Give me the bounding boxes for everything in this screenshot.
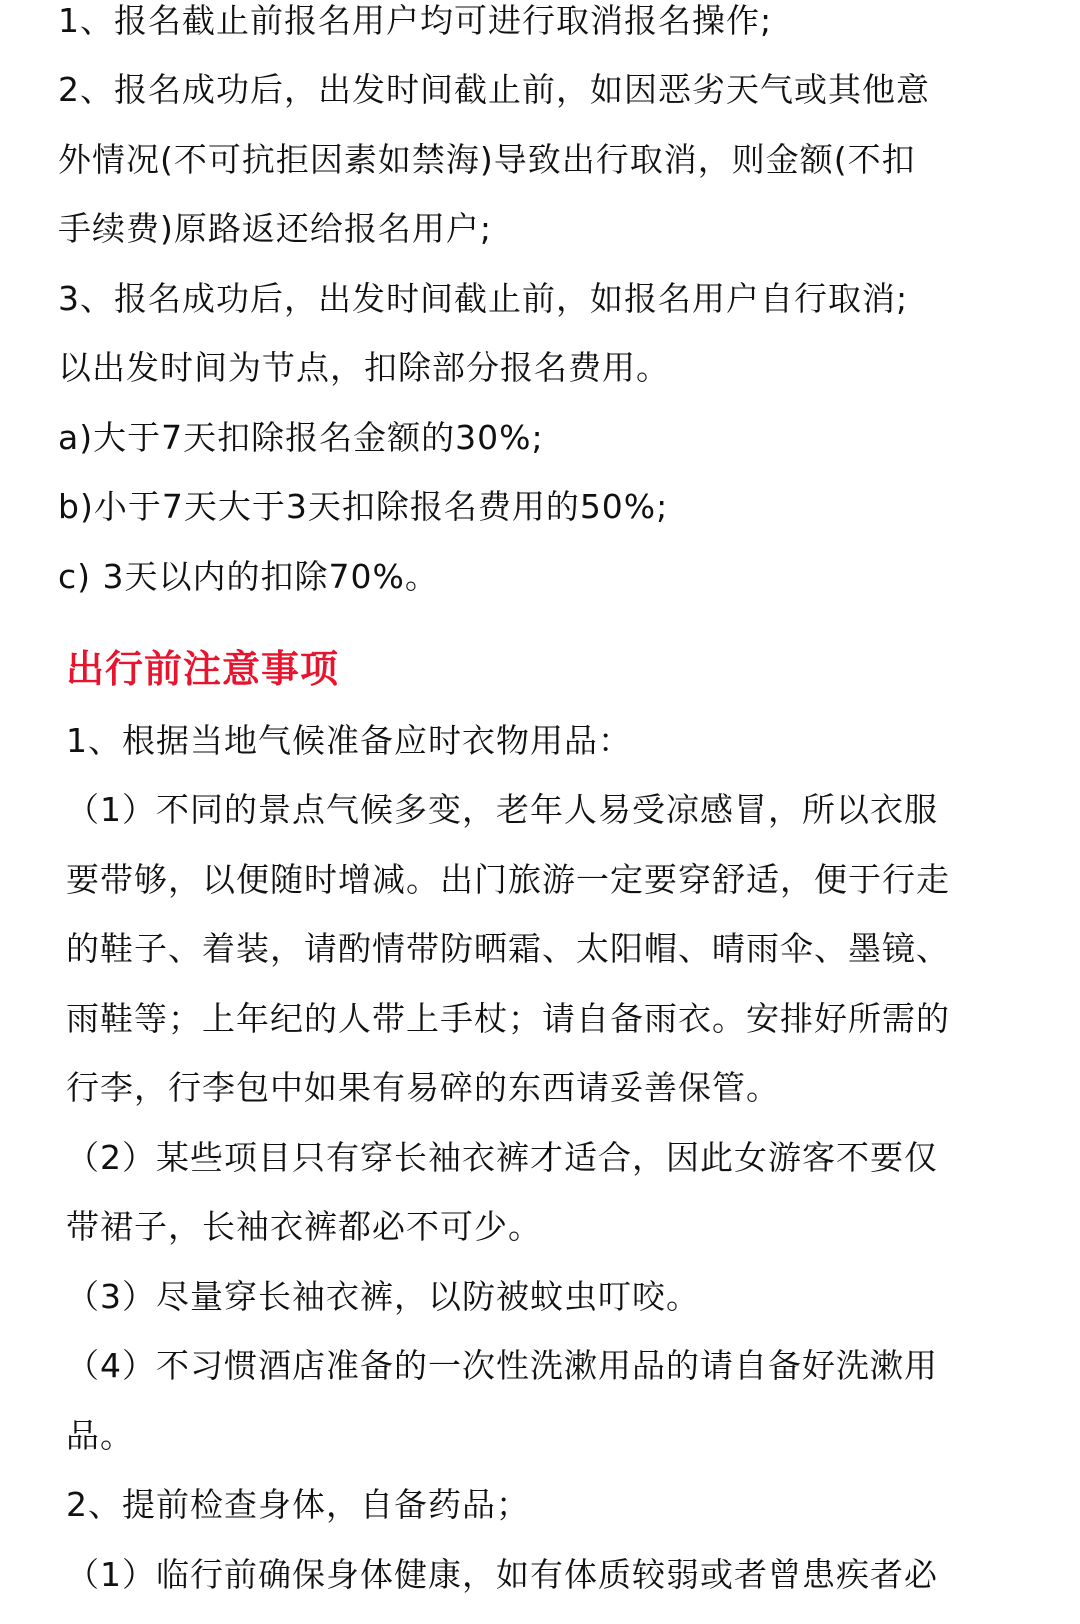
cancel-line-1: 1、报名截止前报名用户均可进行取消报名操作; [58, 1, 773, 40]
cancel-line-5: 3、报名成功后，出发时间截止前，如报名用户自行取消; [58, 279, 909, 318]
precaution-line-10: （4）不习惯酒店准备的一次性洗漱用品的请自备好洗漱用 [66, 1346, 938, 1385]
cancel-line-6: 以出发时间为节点，扣除部分报名费用。 [58, 348, 670, 387]
cancel-line-4: 手续费)原路返还给报名用户; [58, 209, 492, 248]
cancel-line-2: 2、报名成功后，出发时间截止前，如因恶劣天气或其他意 [58, 70, 930, 109]
precaution-line-7: （2）某些项目只有穿长袖衣裤才适合，因此女游客不要仅 [66, 1138, 938, 1177]
precaution-line-1: 1、根据当地气候准备应时衣物用品： [66, 721, 632, 760]
precaution-line-2: （1）不同的景点气候多变，老年人易受凉感冒，所以衣服 [66, 790, 938, 829]
cancel-line-7: a)大于7天扣除报名金额的30%; [58, 418, 544, 457]
cancel-line-9: c) 3天以内的扣除70%。 [58, 557, 439, 596]
precaution-line-4: 的鞋子、着装，请酌情带防晒霜、太阳帽、晴雨伞、墨镜、 [66, 929, 950, 968]
cancel-line-3: 外情况(不可抗拒因素如禁海)导致出行取消，则金额(不扣 [58, 140, 916, 179]
precaution-line-13: （1）临行前确保身体健康，如有体质较弱或者曾患疾者必 [66, 1555, 938, 1594]
precaution-line-9: （3）尽量穿长袖衣裤，以防被蚊虫叮咬。 [66, 1277, 700, 1316]
precaution-line-6: 行李，行李包中如果有易碎的东西请妥善保管。 [66, 1068, 780, 1107]
precaution-line-12: 2、提前检查身体，自备药品； [66, 1485, 530, 1524]
precaution-line-3: 要带够，以便随时增减。出门旅游一定要穿舒适，便于行走 [66, 860, 950, 899]
precaution-line-8: 带裙子，长袖衣裤都必不可少。 [66, 1207, 542, 1246]
precaution-line-5: 雨鞋等；上年纪的人带上手杖；请自备雨衣。安排好所需的 [66, 999, 950, 1038]
cancel-line-8: b)小于7天大于3天扣除报名费用的50%; [58, 487, 669, 526]
section-heading: 出行前注意事项 [66, 647, 340, 691]
precaution-line-11: 品。 [66, 1416, 134, 1455]
